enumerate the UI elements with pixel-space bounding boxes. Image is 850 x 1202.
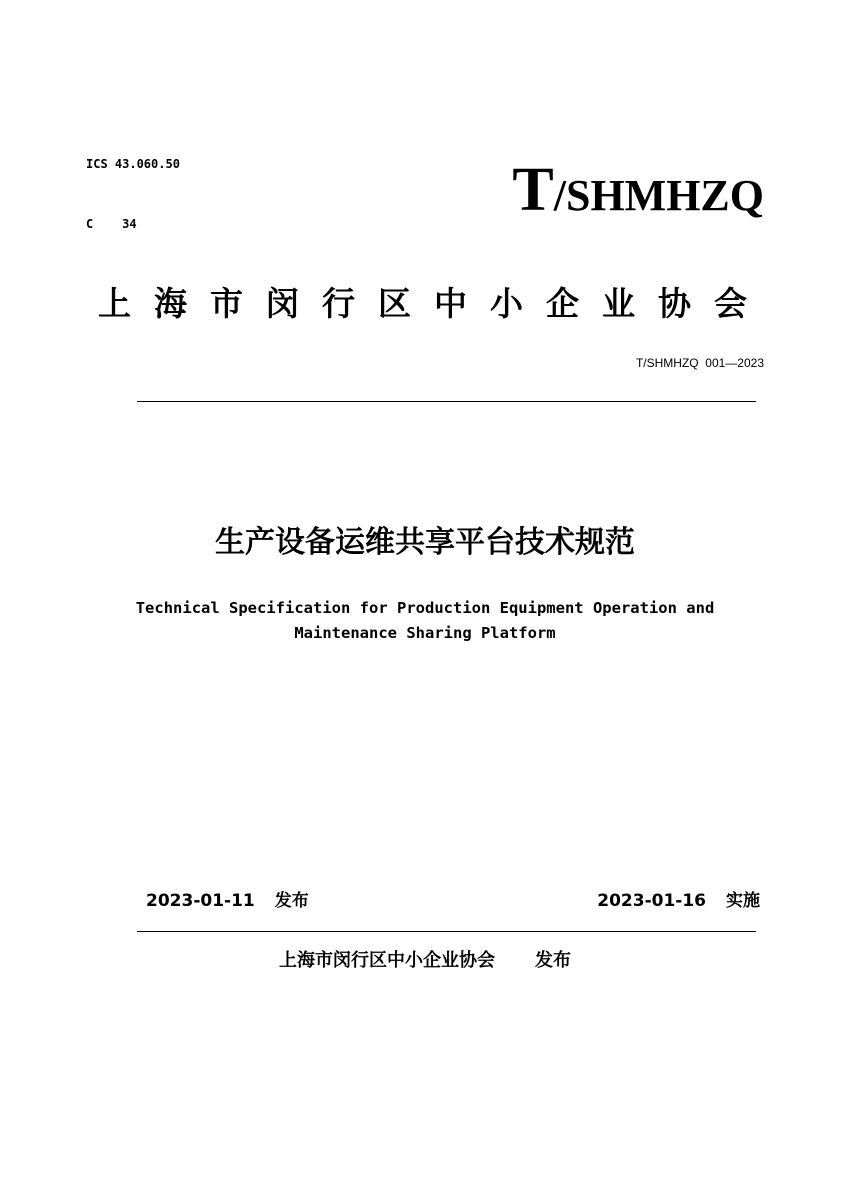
publisher-line <box>0 947 850 975</box>
ccs-code: C 34 <box>86 217 137 231</box>
organization-title: 上海市闵行区中小企业协会 <box>98 284 770 323</box>
publisher-label: 发布 <box>535 950 571 971</box>
standard-code-rest: /SHMHZQ <box>553 171 764 220</box>
implement-date-block <box>597 888 760 914</box>
document-title-english <box>0 596 850 646</box>
publish-label: 发布 <box>274 891 309 911</box>
publish-date: 2023-01-11 <box>146 891 255 911</box>
english-title-line-1: Technical Specification for Production Equipment Operation and <box>135 599 715 617</box>
bottom-divider <box>137 931 756 932</box>
ics-code: ICS 43.060.50 <box>86 157 180 171</box>
implement-date: 2023-01-16 <box>597 891 706 911</box>
top-divider <box>137 401 756 402</box>
document-title-chinese: 生产设备运维共享平台技术规范 <box>215 525 635 560</box>
standard-code-mark <box>512 156 764 226</box>
implement-label: 实施 <box>726 891 760 911</box>
english-title-line-2: Maintenance Sharing Platform <box>294 624 556 642</box>
publisher-name: 上海市闵行区中小企业协会 <box>279 950 495 971</box>
classification-codes <box>86 114 180 254</box>
standard-code-prefix: T <box>512 156 554 224</box>
standard-number: T/SHMHZQ 001—2023 <box>635 356 764 370</box>
publish-date-block <box>146 888 309 914</box>
